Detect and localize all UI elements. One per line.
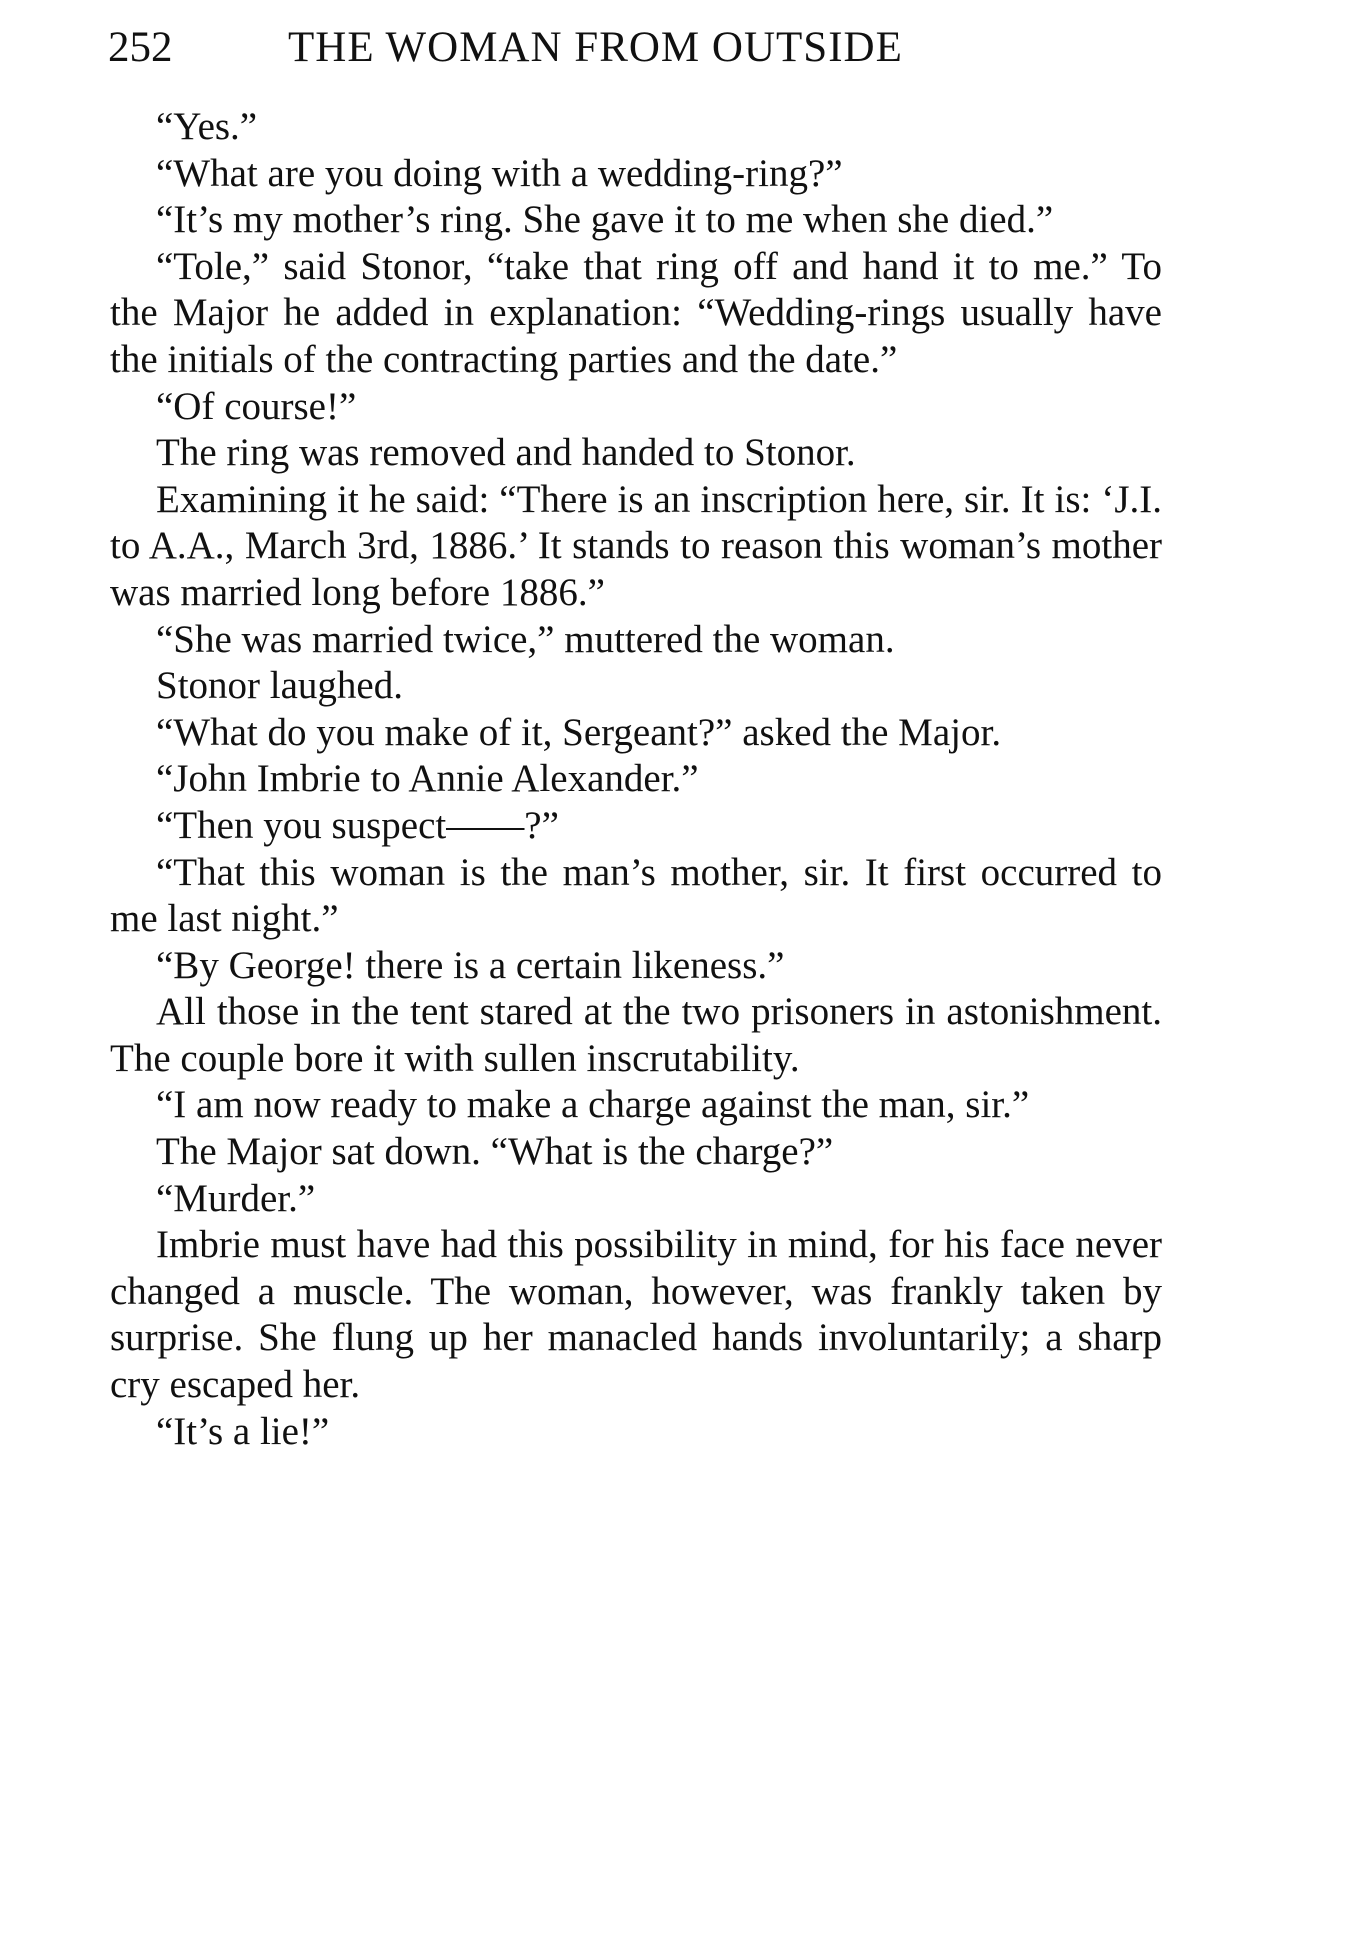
paragraph: “Then you suspect——?”	[156, 803, 559, 847]
paragraph: “Murder.”	[156, 1176, 316, 1220]
page-number: 252	[108, 24, 173, 71]
running-title: THE WOMAN FROM OUTSIDE	[288, 24, 903, 71]
paragraph: Imbrie must have had this possibility in mind, for his face never changed a muscle. The woman, however, was frankly taken by surprise. She flung up her manacled hands involuntarily; a sharp cry escaped her.	[110, 1223, 1162, 1407]
paragraph: “She was married twice,” muttered the woman.	[156, 617, 895, 661]
paragraph: “It’s my mother’s ring. She gave it to me when she died.”	[156, 198, 1054, 242]
paragraph: The Major sat down. “What is the charge?”	[156, 1130, 834, 1174]
paragraph: “Yes.”	[156, 105, 258, 148]
body-text	[110, 104, 1162, 1455]
paragraph: “What are you doing with a wedding-ring?”	[156, 151, 843, 195]
paragraph: “Tole,” said Stonor, “take that ring off and hand it to me.” To the Major he added in explanation: “Wedding-rings usually have the initials of the contracting parties and the date.”	[110, 244, 1162, 381]
paragraph: Examining it he said: “There is an inscription here, sir. It is: ‘J.I. to A.A., March 3rd, 1886.’ It stands to reason this woman’s mother was married long before 1886.”	[110, 477, 1162, 614]
paragraph: “What do you make of it, Sergeant?” asked the Major.	[156, 710, 1002, 754]
paragraph: “Of course!”	[156, 384, 357, 428]
paragraph: Stonor laughed.	[156, 664, 403, 708]
paragraph: “By George! there is a certain likeness.”	[156, 943, 785, 987]
paragraph: All those in the tent stared at the two prisoners in astonishment. The couple bore it with sullen inscrutability.	[110, 990, 1162, 1080]
paragraph: “It’s a lie!”	[156, 1409, 330, 1453]
running-header	[108, 18, 1168, 78]
paragraph: “I am now ready to make a charge against the man, sir.”	[156, 1083, 1030, 1127]
paragraph: “That this woman is the man’s mother, sir. It first occurred to me last night.”	[110, 850, 1162, 941]
paragraph: “John Imbrie to Annie Alexander.”	[156, 757, 699, 801]
paragraph: The ring was removed and handed to Stonor.	[156, 431, 856, 475]
